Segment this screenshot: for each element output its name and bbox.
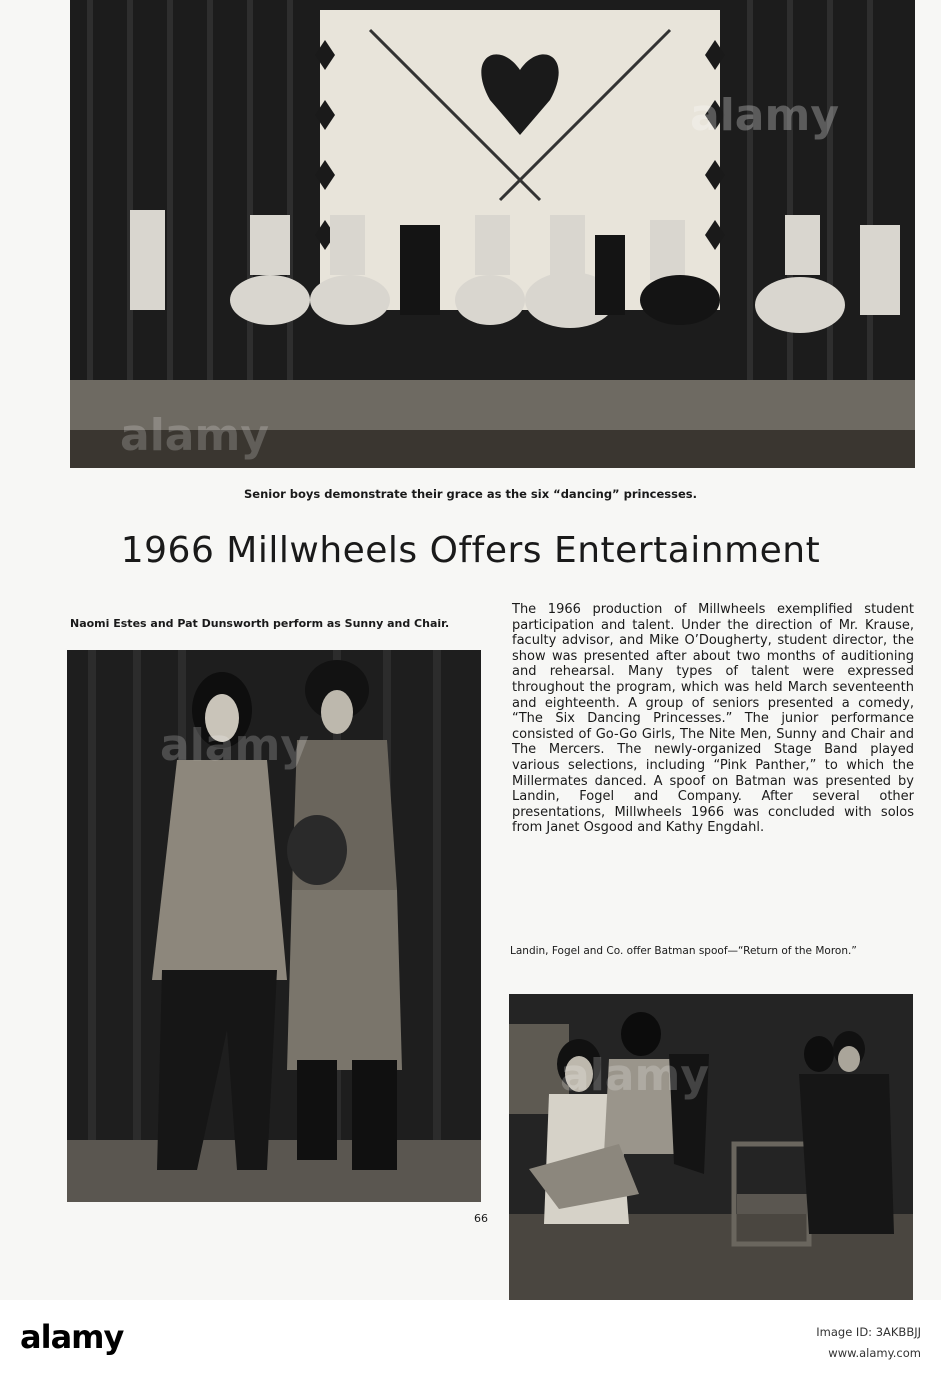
footer-bar <box>0 1300 941 1390</box>
top-photo-caption: Senior boys demonstrate their grace as the six “dancing” princesses. <box>244 487 697 501</box>
watermark-text: alamy <box>120 410 269 461</box>
footer-info <box>816 1322 921 1364</box>
sunny-and-chair-photo <box>67 650 481 1202</box>
image-id-text: Image ID: 3AKBBJJ <box>816 1325 921 1339</box>
page-number: 66 <box>474 1212 488 1225</box>
watermark-text: alamy <box>560 1050 709 1101</box>
stage-photo <box>70 0 915 468</box>
left-photo-caption: Naomi Estes and Pat Dunsworth perform as Sunny and Chair. <box>70 617 450 630</box>
site-url-text[interactable]: www.alamy.com <box>828 1346 921 1360</box>
right-photo-caption: Landin, Fogel and Co. offer Batman spoof—“Return of the Moron.” <box>510 945 857 957</box>
footer-logo: alamy <box>20 1318 124 1356</box>
watermark-text: alamy <box>690 90 839 141</box>
batman-spoof-photo <box>509 994 913 1300</box>
page-headline: 1966 Millwheels Offers Entertainment <box>120 530 821 571</box>
article-body: The 1966 production of Millwheels exemplified student participation and talent. Under the direction of Mr. Krause, faculty advisor, and Mike O’Dougherty, student director, the show was presented after about two months of auditioning and rehearsal. Many types of talent were expressed throughout the program, which was held March seventeenth and eighteenth. A group of seniors presented a comedy, “The Six Dancing Princesses.” The junior performance consisted of Go-Go Girls, The Nite Men, Sunny and Chair and The Mercers. The newly-organized Stage Band played various selections, including “Pink Panther,” to which the Millermates danced. A spoof on Batman was presented by Landin, Fogel and Company. After several other presentations, Millwheels 1966 was concluded with solos from Janet Osgood and Kathy Engdahl. <box>512 602 914 836</box>
watermark-text: alamy <box>160 720 309 771</box>
